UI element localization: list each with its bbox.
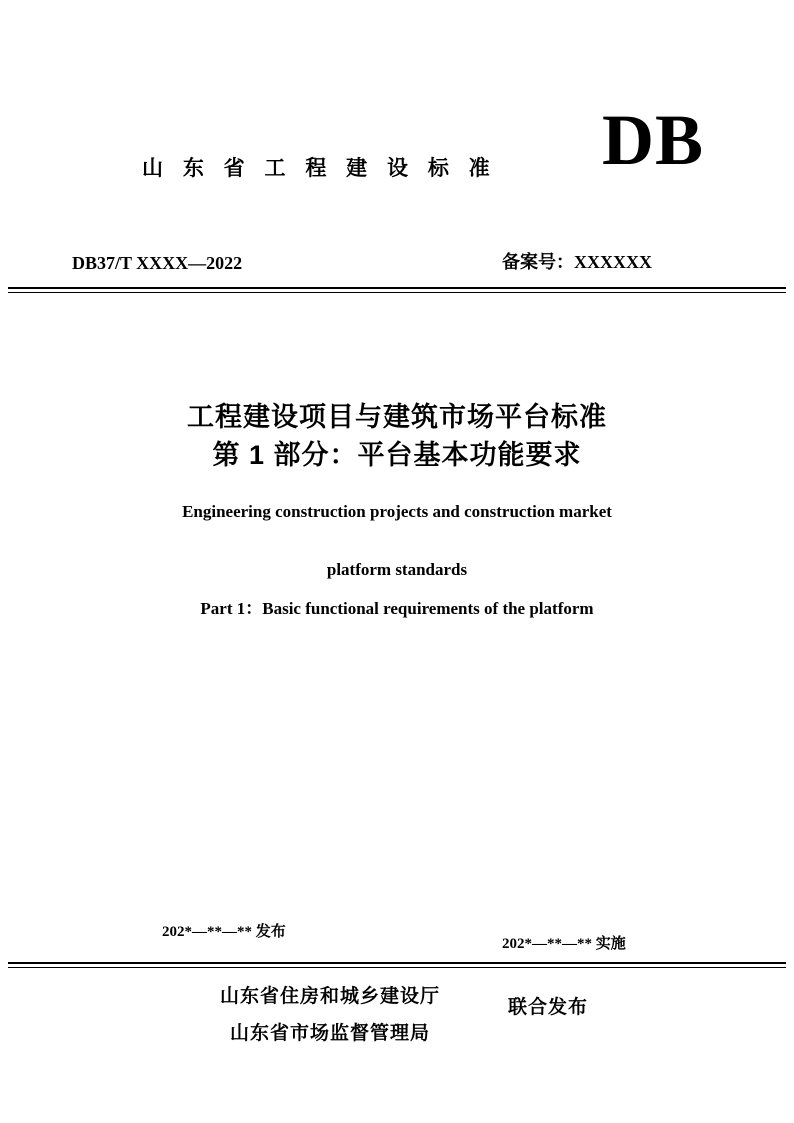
db-logo: DB — [601, 100, 704, 180]
document-header — [72, 100, 722, 200]
title-en-line3: Part 1：Basic functional requirements of the platform — [200, 598, 594, 618]
standard-number: DB37/T XXXX—2022 — [72, 253, 243, 273]
standard-series-label: 山 东 省 工 程 建 设 标 准 — [142, 157, 497, 180]
header-divider-thick — [8, 287, 786, 289]
header-divider-thin — [8, 292, 786, 293]
issuer-block — [150, 978, 510, 1052]
code-row — [72, 248, 722, 274]
title-block — [72, 398, 722, 619]
title-cn-line1: 工程建设项目与建筑市场平台标准 — [187, 402, 607, 432]
title-en-line1: Engineering construction projects and construction market — [182, 501, 612, 521]
joint-issue-label: 联合发布 — [508, 997, 589, 1018]
record-number: 备案号：XXXXXX — [502, 252, 652, 272]
publish-date: 202*—**—** 发布 — [162, 924, 286, 940]
issuer-line-1: 山东省住房和城乡建设厅 — [219, 986, 440, 1007]
implement-date: 202*—**—** 实施 — [502, 936, 626, 952]
footer-divider-thin — [8, 967, 786, 968]
title-en-line2: platform standards — [326, 560, 468, 580]
title-cn-line2: 第 1 部分：平台基本功能要求 — [212, 440, 582, 471]
footer-divider-thick — [8, 962, 786, 964]
issuer-line-2: 山东省市场监督管理局 — [229, 1023, 430, 1045]
